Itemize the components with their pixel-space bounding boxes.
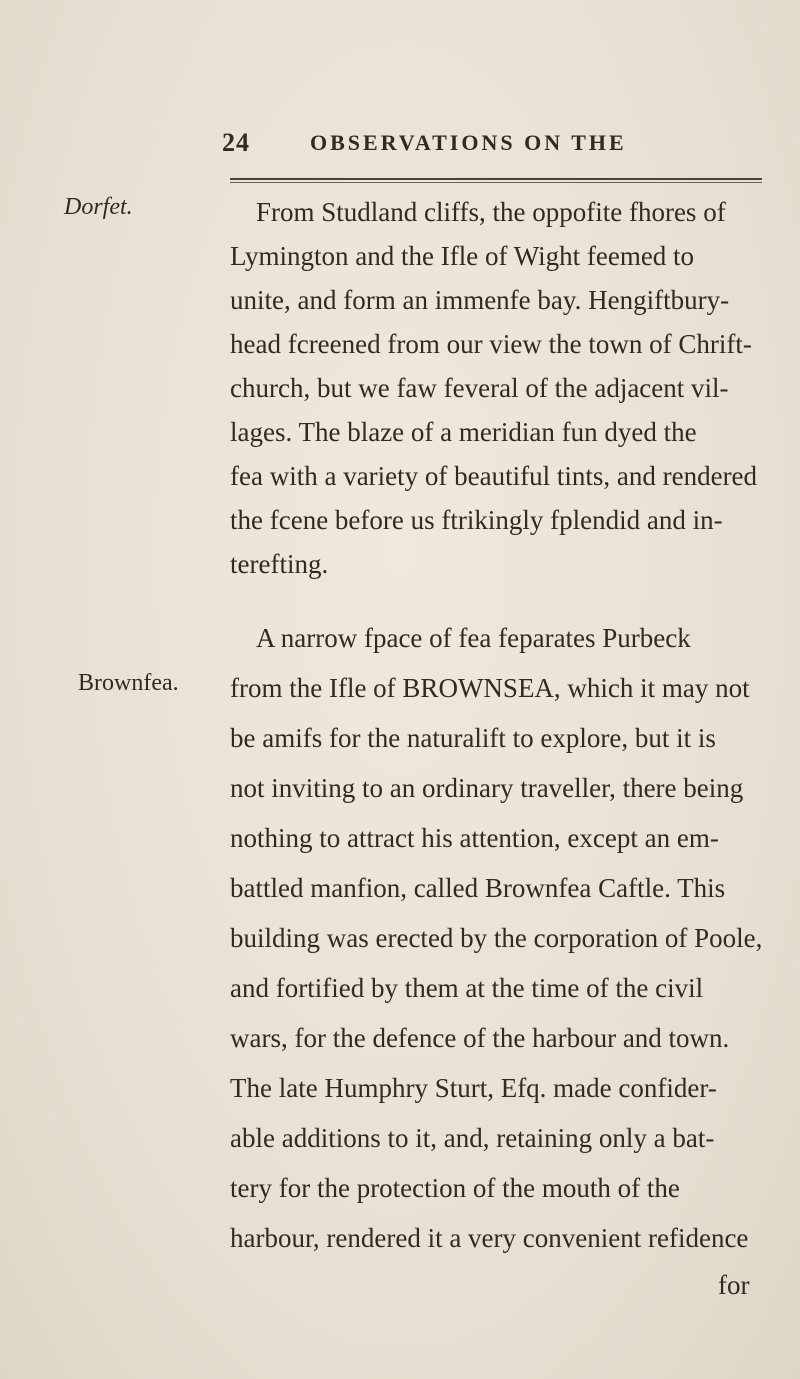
text-line: From Studland cliffs, the oppofite fhores of xyxy=(256,197,726,227)
text-line: tery for the protection of the mouth of the xyxy=(230,1173,680,1203)
text-line: A narrow fpace of fea feparates Purbeck xyxy=(256,623,691,653)
text-line: battled manfion, called Brownfea Caftle. This xyxy=(230,873,726,903)
text-line: able additions to it, and, retaining only a bat- xyxy=(230,1123,715,1153)
margin-note-brownsea: Brownfea. xyxy=(78,670,179,696)
page-number: 24 xyxy=(222,128,250,157)
text-line: unite, and form an immenfe bay. Hengiftbury- xyxy=(230,285,730,315)
text-line: be amifs for the naturalift to explore, but it is xyxy=(230,723,716,753)
text-line: The late Humphry Sturt, Efq. made confider- xyxy=(230,1073,717,1103)
text-line: harbour, rendered it a very convenient refidence xyxy=(230,1223,749,1253)
text-line: and fortified by them at the time of the civil xyxy=(230,973,704,1003)
text-line: nothing to attract his attention, except an em- xyxy=(230,823,719,853)
text-line: head fcreened from our view the town of Chrift- xyxy=(230,329,752,359)
running-head: OBSERVATIONS ON THE xyxy=(310,130,627,155)
text-line: the fcene before us ftrikingly fplendid and in- xyxy=(230,505,723,535)
page-header xyxy=(222,128,762,164)
text-line: from the Ifle of BROWNSEA, which it may not xyxy=(230,673,750,703)
text-line: church, but we faw feveral of the adjacent vil- xyxy=(230,373,729,403)
catchword: for xyxy=(718,1270,750,1300)
header-rule xyxy=(230,178,762,183)
text-line: not inviting to an ordinary traveller, there being xyxy=(230,773,744,803)
text-line: building was erected by the corporation of Poole, xyxy=(230,923,763,953)
text-line: fea with a variety of beautiful tints, and rendered xyxy=(230,461,758,491)
text-line: wars, for the defence of the harbour and town. xyxy=(230,1023,730,1053)
margin-note-dorset: Dorfet. xyxy=(64,194,133,220)
text-line: terefting. xyxy=(230,549,329,579)
text-line: Lymington and the Ifle of Wight feemed to xyxy=(230,241,695,271)
text-line: lages. The blaze of a meridian fun dyed the xyxy=(230,417,697,447)
